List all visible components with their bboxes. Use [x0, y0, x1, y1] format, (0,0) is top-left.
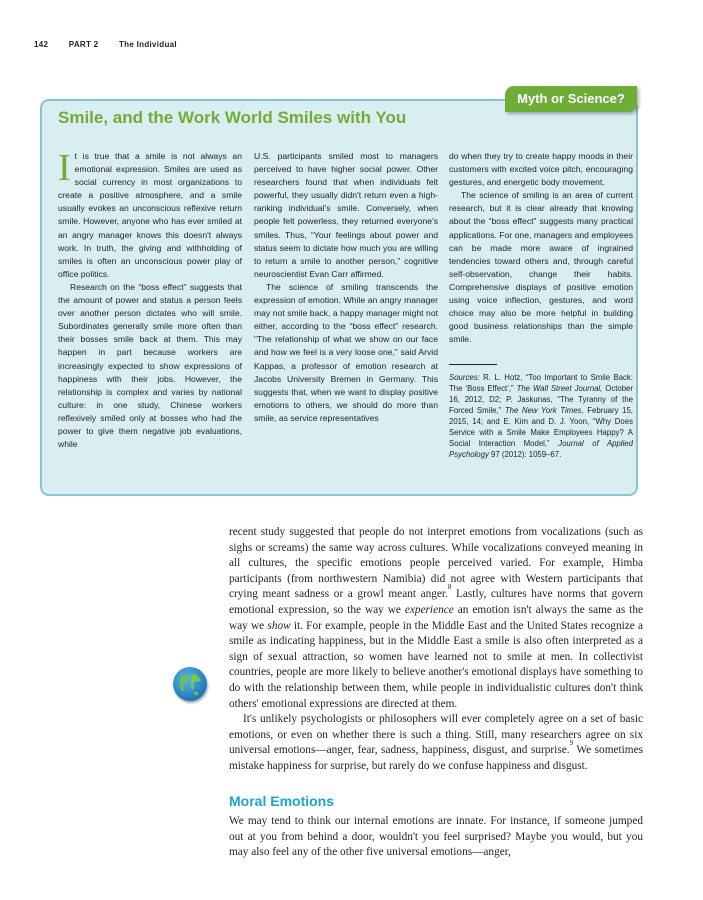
section-heading: Moral Emotions — [229, 793, 335, 809]
body-span: an emotion isn't always the same as the way we — [229, 603, 643, 632]
sources-label: Sources: — [449, 373, 480, 383]
source-text: R. L. Hotz, “Too Important to Smile Back: The ‘Boss Effect’,” — [449, 373, 633, 394]
body-span: Lastly, cultures have norms that govern emotional expression, so the way we — [229, 588, 643, 616]
feature-paragraph: The science of smiling transcends the expression of emotion. While an angry manager may not smile back, a happy manager might not either, according to the “boss effect” research. “The relationship of what we show on our face and how we feel is a very loose one,” said Arvid Kappas, a professor of emotion research at Jacobs University Bremen in Germany. This suggests that, when we want to display positive emotions to others, we should do more than smile, as service representatives — [254, 281, 438, 423]
feature-column-2 — [254, 150, 438, 425]
feature-title: Smile, and the Work World Smiles with You — [58, 108, 407, 127]
body-paragraph — [229, 525, 643, 712]
globe-icon-graphic — [173, 667, 207, 701]
source-journal: Journal of Applied Psychology — [449, 439, 633, 460]
body-span: recent study suggested that people do not interpret emotions from vocalizations (such as sighs or screams) the same way across cultures. While vocalizations conveyed meaning in all cultures, the specific emotions people perceived varied. For example, Himba participants (from northwestern Namibia) did not agree with Western participants that crying meant sadness or a growl meant anger. — [229, 526, 643, 601]
feature-column-1 — [58, 147, 242, 451]
body-span: it. For example, people in the Middle East and the United States recognize a smile as indicating happiness, but in the Middle East a smile is also often interpreted as a sign of sexual attraction, so women have learned not to smile at men. In collectivist countries, people are more likely to believe another's emotional displays have something to do with the relationship between them, while people in individualistic cultures don't think others' emotional expressions are directed at them. — [229, 619, 643, 710]
sources-divider — [449, 364, 497, 365]
body-span: We sometimes mistake happiness for surprise, but rarely do we confuse happiness and disgust. — [229, 744, 643, 772]
sources — [449, 372, 633, 460]
body-paragraph — [229, 712, 643, 774]
source-text: October 16, 2012, D2; P. Jaskunas, “The Tyranny of the Forced Smile,” — [449, 384, 633, 416]
body-emphasis: show — [267, 619, 291, 632]
feature-paragraph: Research on the “boss effect” suggests that the amount of power and status a person feels over another person dictates who will smile. Subordinates generally smile more often than their bosses smile back at them. This may happen in part because workers are increasingly expected to show expressions of happiness with their jobs. However, the relationship is complex and varies by national culture: in one study, Chinese workers reflexively smiled only at bosses who had the power to give them negative job evaluations, while — [58, 281, 242, 450]
feature-column-3 — [449, 150, 633, 460]
body-paragraph: We may tend to think our internal emotions are innate. For instance, if someone jumped out at you from behind a door, wouldn't you feel surprised? Maybe you would, but you may also feel any of the other five universal emotions—anger, — [229, 815, 643, 859]
part-title: The Individual — [118, 40, 177, 49]
source-text: 97 (2012): 1059–67. — [491, 450, 562, 460]
myth-or-science-tab: Myth or Science? — [505, 86, 637, 112]
footnote-ref: 8 — [447, 583, 452, 592]
globe-icon — [173, 667, 207, 701]
feature-paragraph — [58, 147, 242, 281]
feature-text: t is true that a smile is not always an emotional expression. Smiles are used as social currency in most organizations to create a positive atmosphere, and a smile usually evokes an unconscious reflexive return smile. However, anyone who has ever smiled at an angry manager knows this doesn't always work. In truth, the giving and withholding of smiles is often an unconscious power play of office politics. — [58, 151, 242, 279]
feature-paragraph: The science of smiling is an area of current research, but it is clear already that knowing about the “boss effect” suggests many practical applications. For one, managers and employees can be made more aware of ingrained tendencies toward others and, through careful self-observation, change their habits. Comprehensive displays of positive emotion using voice inflection, gestures, and word choice may also be more helpful in building good business relationships than the simple smile. — [449, 190, 633, 345]
page-number: 142 — [34, 40, 49, 49]
feature-paragraph: U.S. participants smiled most to managers perceived to have higher social power. Other researchers found that when individuals felt powerful, they usually didn't return even a high-ranking individual's smile. Conversely, when people felt powerless, they returned everyone's smiles. Thus, “Your feelings about power and status seem to dictate how much you are willing to return a smile to another person,” cognitive neuroscientist Evan Carr affirmed. — [254, 151, 438, 279]
footnote-ref: 9 — [569, 739, 574, 748]
part-label: PART 2 — [68, 40, 99, 49]
body-span: It's unlikely psychologists or philosophers will ever completely agree on a set of basic emotions, or even on whether there is such a thing. Still, many researchers agree on six universal emotions—anger, fear, sadness, happiness, disgust, and surprise. — [229, 713, 643, 757]
feature-paragraph: do when they try to create happy moods in their customers with excited voice pitch, encouraging gestures, and energetic body movement. — [449, 151, 633, 188]
dropcap: I — [58, 147, 71, 189]
body-emphasis: experience — [404, 603, 454, 616]
body-text-2 — [229, 814, 643, 861]
source-text: February 15, 2015, 14; and E. Kim and D. J. Yoon, “Why Does Service with a Smile Make Employees Happy? A Social Interaction Model,” — [449, 406, 633, 449]
page-header — [34, 40, 195, 49]
source-journal: The New York Times, — [504, 406, 584, 416]
body-text — [229, 525, 643, 775]
source-journal: The Wall Street Journal, — [516, 384, 603, 394]
